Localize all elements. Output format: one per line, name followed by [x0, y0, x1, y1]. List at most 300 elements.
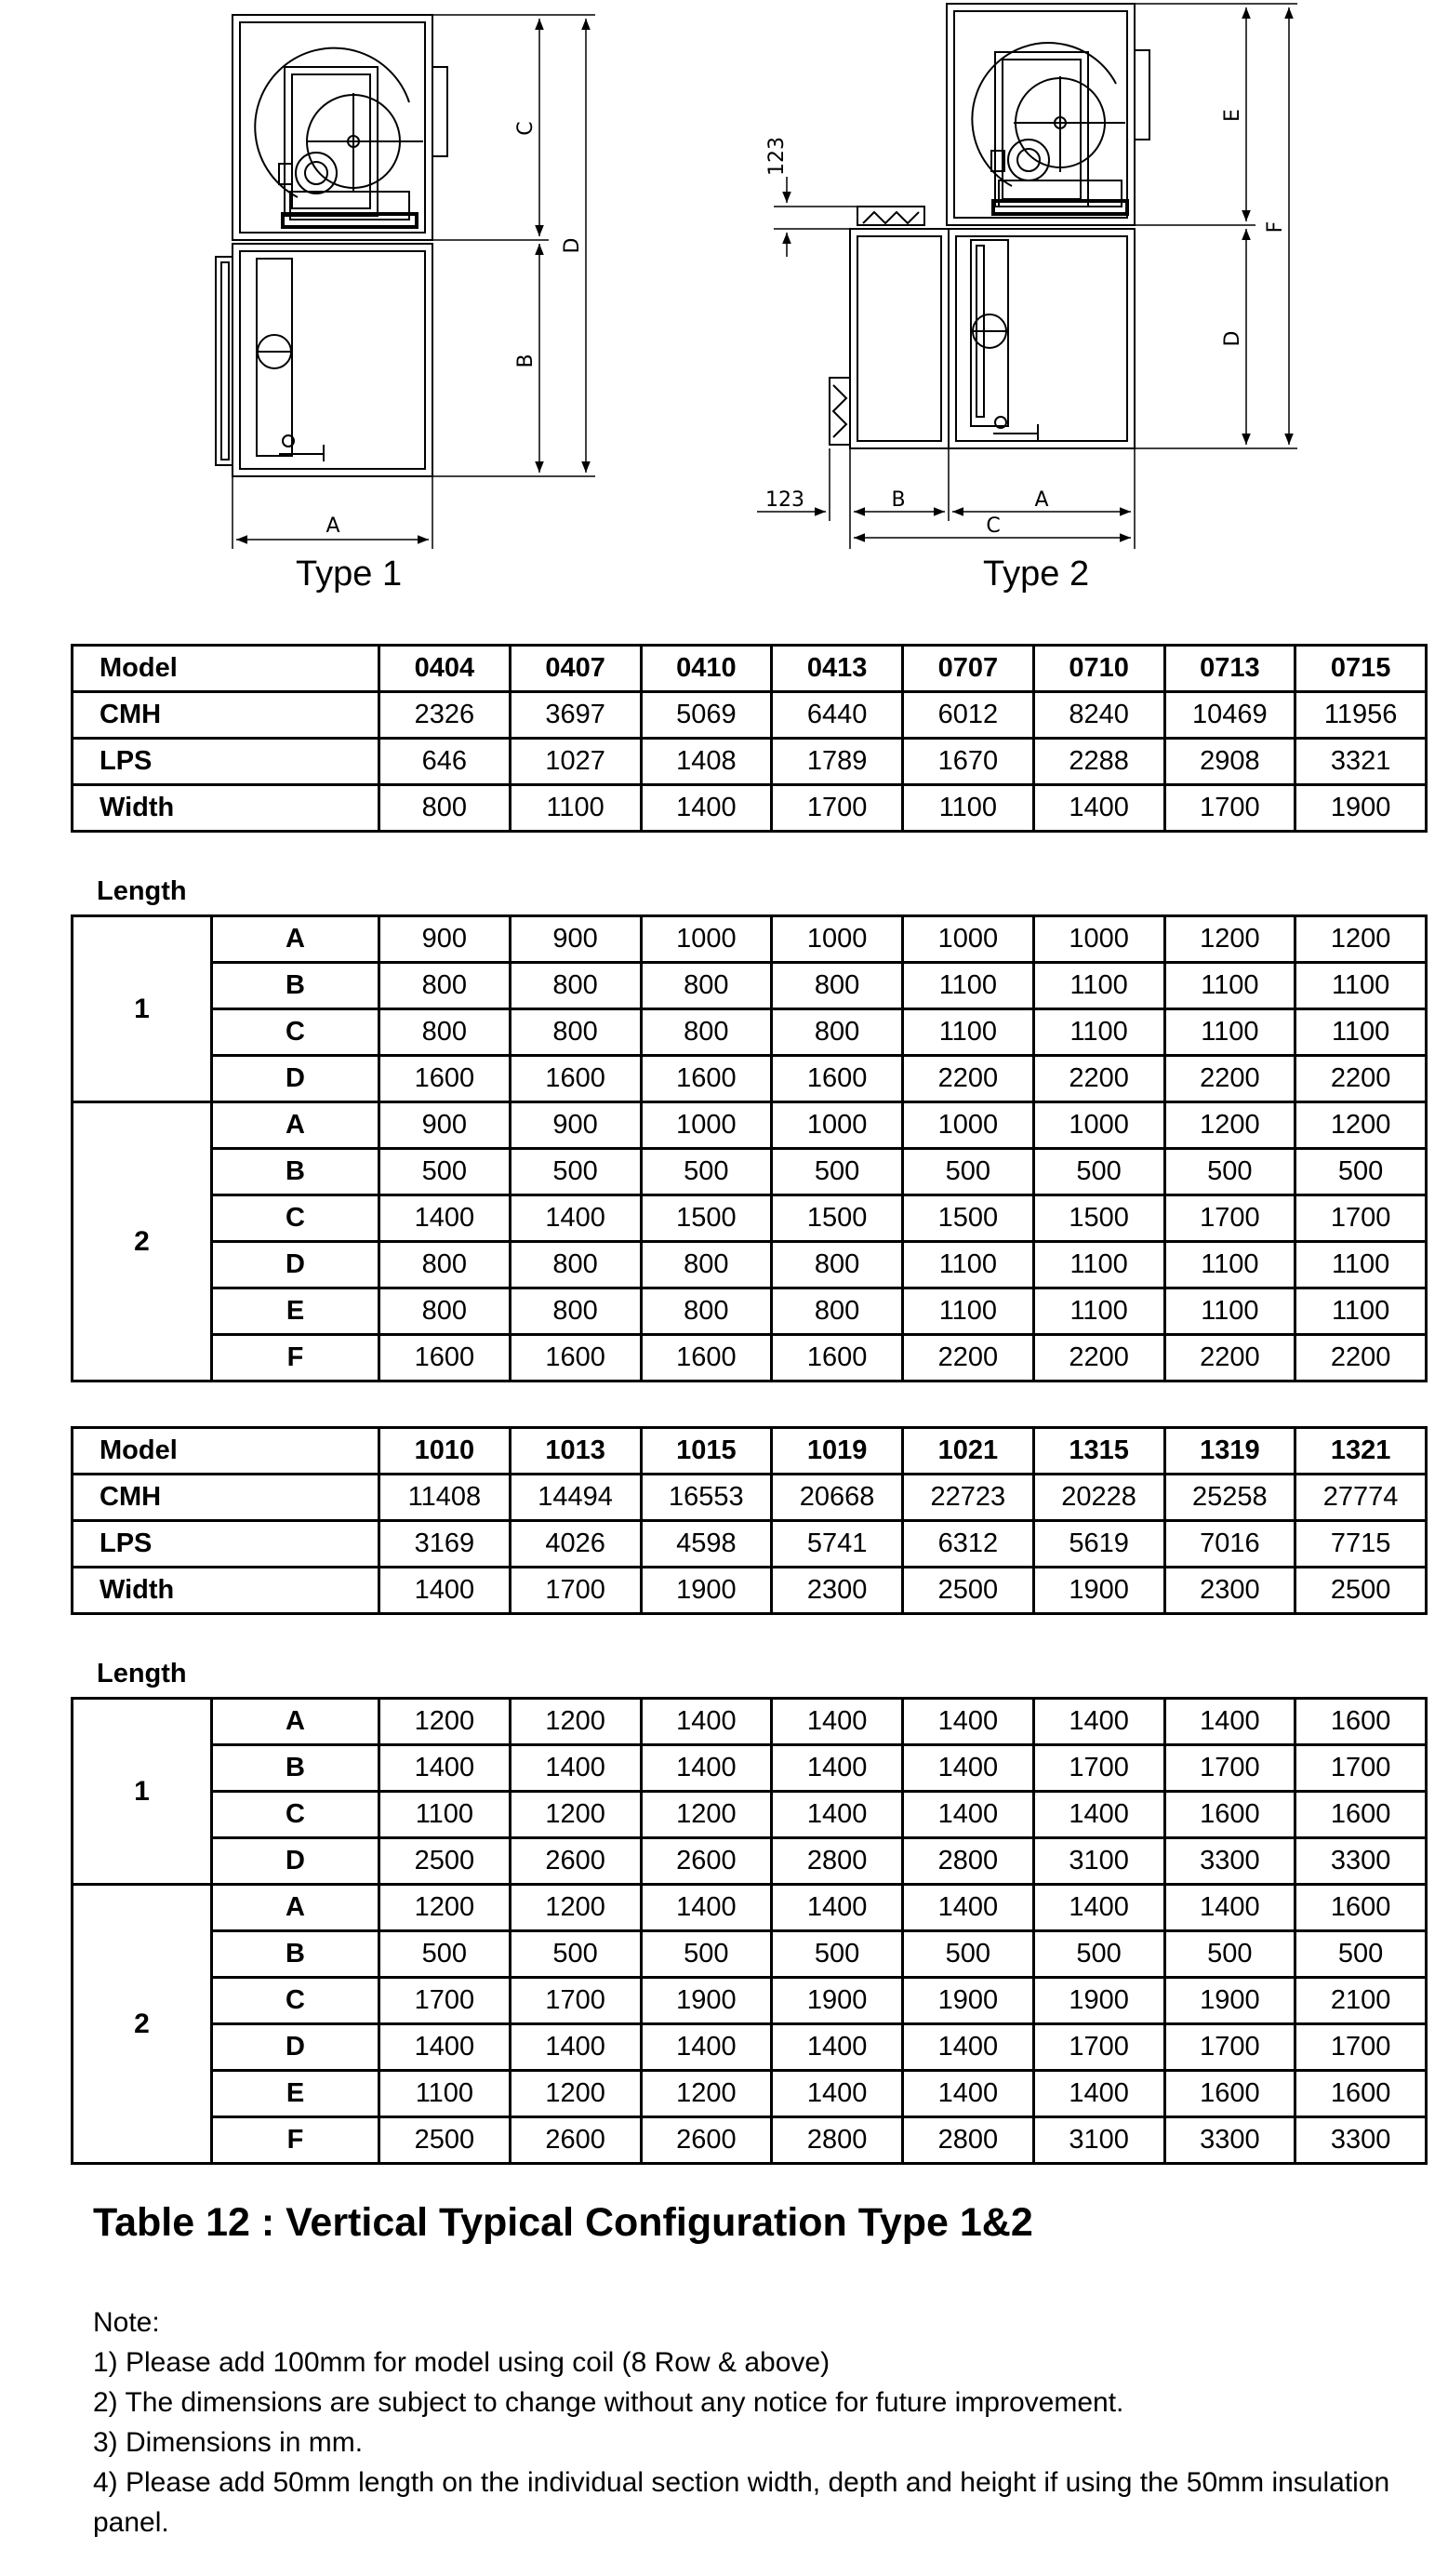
- table-row: [73, 1568, 1427, 1614]
- table-cell: 1200: [510, 1792, 641, 1838]
- table-cell: 1027: [510, 739, 641, 785]
- type-group-label: 1: [73, 916, 212, 1102]
- dimension-letter: C: [212, 1009, 379, 1056]
- dim-letter-type1-d: D: [561, 237, 584, 254]
- table-cell: 1400: [772, 2024, 903, 2071]
- table-row: [73, 1745, 1427, 1792]
- table-cell: 1000: [772, 1102, 903, 1149]
- dim-value-123-horizontal: 123: [765, 488, 804, 512]
- table-cell: 1600: [1164, 1792, 1295, 1838]
- table-cell: 1100: [1033, 1288, 1164, 1335]
- table-cell: 1100: [1164, 1009, 1295, 1056]
- table-cell: 1400: [641, 785, 772, 832]
- table-cell: 1400: [510, 1745, 641, 1792]
- table-cell: 2200: [903, 1056, 1034, 1102]
- dimension-letter: B: [212, 1149, 379, 1195]
- table-cell: 900: [379, 1102, 511, 1149]
- model-number: 1321: [1295, 1428, 1427, 1475]
- table-cell: 2600: [510, 2117, 641, 2164]
- table-cell: 1100: [903, 1009, 1034, 1056]
- type-group-label: 1: [73, 1699, 212, 1885]
- row-header: Model: [73, 646, 379, 692]
- dimension-letter: E: [212, 2071, 379, 2117]
- table-cell: 1400: [379, 1745, 511, 1792]
- table-cell: 2200: [1033, 1056, 1164, 1102]
- table-cell: 1700: [1033, 1745, 1164, 1792]
- table-cell: 1500: [903, 1195, 1034, 1242]
- table-cell: 10469: [1164, 692, 1295, 739]
- table-cell: 1400: [903, 1792, 1034, 1838]
- table-cell: 3300: [1295, 2117, 1427, 2164]
- table-cell: 1400: [903, 2071, 1034, 2117]
- model-number: 1013: [510, 1428, 641, 1475]
- table-cell: 1600: [641, 1335, 772, 1381]
- table-row: [73, 1475, 1427, 1521]
- table-cell: 3697: [510, 692, 641, 739]
- dimension-letter: A: [212, 916, 379, 963]
- table-cell: 1500: [641, 1195, 772, 1242]
- table-cell: 1100: [510, 785, 641, 832]
- table-cell: 14494: [510, 1475, 641, 1521]
- table-row: [73, 963, 1427, 1009]
- table-cell: 1400: [1033, 1792, 1164, 1838]
- table-cell: 2200: [903, 1335, 1034, 1381]
- model-number: 0710: [1033, 646, 1164, 692]
- dimension-letter: A: [212, 1885, 379, 1931]
- model-number: 0713: [1164, 646, 1295, 692]
- table-row: [73, 2117, 1427, 2164]
- table-row: [73, 1195, 1427, 1242]
- table-cell: 1400: [903, 1885, 1034, 1931]
- notes-heading: Note:: [93, 2307, 160, 2338]
- type1-label: Type 1: [296, 554, 403, 594]
- table-cell: 800: [379, 1288, 511, 1335]
- table-row: [73, 2071, 1427, 2117]
- table-cell: 1000: [903, 916, 1034, 963]
- table-cell: 1600: [1295, 1699, 1427, 1745]
- table-cell: 1400: [510, 1195, 641, 1242]
- type2-label: Type 2: [983, 554, 1090, 594]
- table-cell: 2800: [903, 1838, 1034, 1885]
- table-cell: 3300: [1295, 1838, 1427, 1885]
- table-cell: 1200: [510, 1699, 641, 1745]
- table-cell: 1000: [1033, 1102, 1164, 1149]
- table-cell: 1400: [379, 1568, 511, 1614]
- table-cell: 800: [379, 1009, 511, 1056]
- table-cell: 500: [772, 1149, 903, 1195]
- table-cell: 1200: [1164, 916, 1295, 963]
- model-number: 0404: [379, 646, 511, 692]
- model-table-1: [71, 644, 1428, 833]
- table-cell: 5741: [772, 1521, 903, 1568]
- notes-block: [93, 2302, 1414, 2543]
- table-cell: 27774: [1295, 1475, 1427, 1521]
- table-cell: 800: [510, 1009, 641, 1056]
- table-cell: 1000: [903, 1102, 1034, 1149]
- table-cell: 2200: [1164, 1335, 1295, 1381]
- table-cell: 1408: [641, 739, 772, 785]
- table-cell: 1600: [510, 1056, 641, 1102]
- table-cell: 2600: [510, 1838, 641, 1885]
- table-row: [73, 1428, 1427, 1475]
- table-cell: 1900: [772, 1978, 903, 2024]
- model-number: 0413: [772, 646, 903, 692]
- table-cell: 1400: [641, 2024, 772, 2071]
- table-cell: 16553: [641, 1475, 772, 1521]
- table-cell: 800: [641, 1009, 772, 1056]
- table-cell: 2500: [1295, 1568, 1427, 1614]
- table-cell: 500: [903, 1149, 1034, 1195]
- table-cell: 1400: [772, 1745, 903, 1792]
- table-cell: 1100: [1033, 1009, 1164, 1056]
- table-cell: 800: [510, 1242, 641, 1288]
- table-cell: 2300: [772, 1568, 903, 1614]
- table-cell: 1100: [1164, 1242, 1295, 1288]
- table-cell: 1400: [903, 2024, 1034, 2071]
- table-cell: 1000: [641, 916, 772, 963]
- table-cell: 6012: [903, 692, 1034, 739]
- table-row: [73, 1102, 1427, 1149]
- dim-letter-type2-f: F: [1264, 220, 1287, 234]
- table-cell: 1200: [379, 1885, 511, 1931]
- table-cell: 1100: [1033, 1242, 1164, 1288]
- dimension-letter: F: [212, 1335, 379, 1381]
- table-cell: 2600: [641, 2117, 772, 2164]
- table-cell: 1700: [379, 1978, 511, 2024]
- table-cell: 1100: [1295, 1288, 1427, 1335]
- length-label-2: Length: [97, 1659, 187, 1688]
- table-cell: 1100: [903, 785, 1034, 832]
- model-number: 0410: [641, 646, 772, 692]
- dimension-letter: C: [212, 1195, 379, 1242]
- table-cell: 7715: [1295, 1521, 1427, 1568]
- table-cell: 3300: [1164, 1838, 1295, 1885]
- table-row: [73, 1699, 1427, 1745]
- table-cell: 1400: [772, 1792, 903, 1838]
- type-group-label: 2: [73, 1885, 212, 2164]
- table-cell: 1100: [379, 2071, 511, 2117]
- table-cell: 1600: [772, 1056, 903, 1102]
- table-cell: 5069: [641, 692, 772, 739]
- table-cell: 3100: [1033, 2117, 1164, 2164]
- table-cell: 1400: [641, 1699, 772, 1745]
- table-cell: 6440: [772, 692, 903, 739]
- row-header: Width: [73, 785, 379, 832]
- model-number: 0707: [903, 646, 1034, 692]
- table-cell: 1200: [641, 1792, 772, 1838]
- table-cell: 1700: [1164, 1195, 1295, 1242]
- table-cell: 2200: [1295, 1056, 1427, 1102]
- table-cell: 25258: [1164, 1475, 1295, 1521]
- table-cell: 1900: [1295, 785, 1427, 832]
- dim-letter-type2-d: D: [1221, 330, 1244, 347]
- dim-letter-type2-e: E: [1221, 109, 1244, 122]
- table-cell: 500: [1295, 1149, 1427, 1195]
- table-cell: 646: [379, 739, 511, 785]
- table-cell: 1100: [903, 1288, 1034, 1335]
- table-cell: 1100: [379, 1792, 511, 1838]
- table-row: [73, 1931, 1427, 1978]
- table-cell: 800: [772, 1009, 903, 1056]
- table-cell: 500: [1295, 1931, 1427, 1978]
- table-cell: 1400: [1164, 1699, 1295, 1745]
- model-number: 1021: [903, 1428, 1034, 1475]
- table-cell: 1600: [1164, 2071, 1295, 2117]
- table-cell: 500: [510, 1931, 641, 1978]
- type-group-label: 2: [73, 1102, 212, 1381]
- table-cell: 800: [379, 785, 511, 832]
- table-cell: 3300: [1164, 2117, 1295, 2164]
- table-cell: 1400: [903, 1745, 1034, 1792]
- table-caption: Table 12 : Vertical Typical Configuration Type 1&2: [93, 2200, 1033, 2245]
- table-cell: 1670: [903, 739, 1034, 785]
- table-cell: 900: [379, 916, 511, 963]
- table-cell: 1900: [641, 1568, 772, 1614]
- table-cell: 1700: [1033, 2024, 1164, 2071]
- table-cell: 1200: [510, 1885, 641, 1931]
- note-item-1: 1) Please add 100mm for model using coil (8 Row & above): [93, 2347, 830, 2378]
- table-row: [73, 1056, 1427, 1102]
- row-header: Width: [73, 1568, 379, 1614]
- table-cell: 2800: [772, 1838, 903, 1885]
- table-cell: 500: [1164, 1931, 1295, 1978]
- table-cell: 1700: [1295, 1195, 1427, 1242]
- model-table-2: [71, 1426, 1428, 1615]
- table-cell: 2908: [1164, 739, 1295, 785]
- table-cell: 1400: [1033, 1699, 1164, 1745]
- table-cell: 500: [641, 1149, 772, 1195]
- table-cell: 500: [379, 1931, 511, 1978]
- table-cell: 2600: [641, 1838, 772, 1885]
- dimension-letter: D: [212, 1838, 379, 1885]
- table-cell: 1600: [772, 1335, 903, 1381]
- table-cell: 1900: [1164, 1978, 1295, 2024]
- table-cell: 1700: [1164, 1745, 1295, 1792]
- table-cell: 1600: [379, 1056, 511, 1102]
- table-cell: 1400: [641, 1745, 772, 1792]
- configuration-drawings: [0, 0, 1448, 623]
- row-header: CMH: [73, 1475, 379, 1521]
- table-cell: 11956: [1295, 692, 1427, 739]
- table-row: [73, 1149, 1427, 1195]
- table-cell: 3100: [1033, 1838, 1164, 1885]
- table-cell: 1400: [379, 2024, 511, 2071]
- dimension-letter: B: [212, 1745, 379, 1792]
- table-cell: 500: [1164, 1149, 1295, 1195]
- table-cell: 20668: [772, 1475, 903, 1521]
- table-cell: 1700: [1295, 1745, 1427, 1792]
- dimension-letter: C: [212, 1792, 379, 1838]
- table-cell: 800: [379, 1242, 511, 1288]
- row-header: LPS: [73, 739, 379, 785]
- table-row: [73, 2024, 1427, 2071]
- model-number: 0407: [510, 646, 641, 692]
- table-cell: 1500: [772, 1195, 903, 1242]
- table-cell: 800: [772, 1242, 903, 1288]
- table-cell: 2800: [772, 2117, 903, 2164]
- row-header: Model: [73, 1428, 379, 1475]
- table-cell: 1400: [1164, 1885, 1295, 1931]
- table-cell: 1200: [1295, 916, 1427, 963]
- table-cell: 1200: [1164, 1102, 1295, 1149]
- table-cell: 1900: [1033, 1978, 1164, 2024]
- table-cell: 2288: [1033, 739, 1164, 785]
- model-number: 1010: [379, 1428, 511, 1475]
- row-header: CMH: [73, 692, 379, 739]
- row-header: LPS: [73, 1521, 379, 1568]
- table-cell: 1700: [1164, 785, 1295, 832]
- length-table-2: [71, 1697, 1428, 2165]
- table-cell: 1900: [903, 1978, 1034, 2024]
- table-row: [73, 1288, 1427, 1335]
- table-cell: 500: [772, 1931, 903, 1978]
- type2-drawing: [757, 4, 1297, 549]
- dimension-letter: B: [212, 1931, 379, 1978]
- table-row: [73, 1009, 1427, 1056]
- table-cell: 800: [510, 1288, 641, 1335]
- table-cell: 2326: [379, 692, 511, 739]
- dimension-letter: D: [212, 1242, 379, 1288]
- model-number: 1319: [1164, 1428, 1295, 1475]
- table-cell: 1000: [772, 916, 903, 963]
- table-cell: 1900: [1033, 1568, 1164, 1614]
- dim-letter-type2-b: B: [891, 488, 906, 512]
- table-cell: 1200: [379, 1699, 511, 1745]
- table-cell: 1400: [1033, 1885, 1164, 1931]
- table-cell: 800: [510, 963, 641, 1009]
- table-cell: 1789: [772, 739, 903, 785]
- note-item-3: 3) Dimensions in mm.: [93, 2427, 364, 2458]
- table-cell: 500: [1033, 1931, 1164, 1978]
- table-cell: 3321: [1295, 739, 1427, 785]
- table-cell: 1100: [1164, 1288, 1295, 1335]
- table-row: [73, 692, 1427, 739]
- dimension-letter: D: [212, 1056, 379, 1102]
- table-row: [73, 739, 1427, 785]
- table-cell: 1400: [772, 1885, 903, 1931]
- dim-letter-type1-a: A: [325, 514, 340, 538]
- table-cell: 500: [1033, 1149, 1164, 1195]
- dim-letter-type2-a: A: [1034, 488, 1049, 512]
- table-row: [73, 1242, 1427, 1288]
- table-cell: 2200: [1295, 1335, 1427, 1381]
- table-cell: 2500: [903, 1568, 1034, 1614]
- model-number: 1015: [641, 1428, 772, 1475]
- table-cell: 11408: [379, 1475, 511, 1521]
- dimension-letter: A: [212, 1699, 379, 1745]
- table-cell: 500: [641, 1931, 772, 1978]
- table-cell: 1100: [903, 1242, 1034, 1288]
- note-item-2: 2) The dimensions are subject to change without any notice for future improvement.: [93, 2387, 1124, 2418]
- dimension-letter: E: [212, 1288, 379, 1335]
- table-cell: 22723: [903, 1475, 1034, 1521]
- table-cell: 1600: [1295, 1885, 1427, 1931]
- table-cell: 2200: [1033, 1335, 1164, 1381]
- table-cell: 2500: [379, 1838, 511, 1885]
- table-cell: 1400: [1033, 785, 1164, 832]
- table-cell: 1200: [1295, 1102, 1427, 1149]
- table-cell: 1100: [1164, 963, 1295, 1009]
- table-cell: 1400: [641, 1885, 772, 1931]
- table-cell: 4598: [641, 1521, 772, 1568]
- model-number: 0715: [1295, 646, 1427, 692]
- type1-drawing: [216, 15, 595, 549]
- table-row: [73, 785, 1427, 832]
- table-row: [73, 1521, 1427, 1568]
- table-cell: 1700: [510, 1978, 641, 2024]
- table-cell: 900: [510, 916, 641, 963]
- table-cell: 1400: [1033, 2071, 1164, 2117]
- table-cell: 800: [641, 1242, 772, 1288]
- table-cell: 4026: [510, 1521, 641, 1568]
- dimension-letter: C: [212, 1978, 379, 2024]
- table-cell: 1100: [903, 963, 1034, 1009]
- table-cell: 2500: [379, 2117, 511, 2164]
- table-cell: 1400: [903, 1699, 1034, 1745]
- dim-value-123-vertical: 123: [765, 137, 789, 176]
- dimension-letter: B: [212, 963, 379, 1009]
- table-cell: 8240: [1033, 692, 1164, 739]
- table-cell: 2800: [903, 2117, 1034, 2164]
- table-cell: 1700: [510, 1568, 641, 1614]
- length-label-1: Length: [97, 876, 187, 906]
- dimension-letter: D: [212, 2024, 379, 2071]
- model-number: 1315: [1033, 1428, 1164, 1475]
- table-cell: 1100: [1033, 963, 1164, 1009]
- table-cell: 2200: [1164, 1056, 1295, 1102]
- table-cell: 1400: [772, 1699, 903, 1745]
- table-cell: 2300: [1164, 1568, 1295, 1614]
- table-cell: 1600: [510, 1335, 641, 1381]
- table-cell: 7016: [1164, 1521, 1295, 1568]
- table-row: [73, 1978, 1427, 2024]
- table-cell: 5619: [1033, 1521, 1164, 1568]
- length-table-1: [71, 914, 1428, 1382]
- table-cell: 1400: [379, 1195, 511, 1242]
- table-cell: 500: [903, 1931, 1034, 1978]
- table-cell: 1100: [1295, 1009, 1427, 1056]
- table-cell: 800: [641, 1288, 772, 1335]
- table-cell: 800: [772, 1288, 903, 1335]
- table-cell: 800: [379, 963, 511, 1009]
- table-cell: 800: [772, 963, 903, 1009]
- table-cell: 500: [379, 1149, 511, 1195]
- table-cell: 1900: [641, 1978, 772, 2024]
- table-cell: 1200: [641, 2071, 772, 2117]
- table-row: [73, 1838, 1427, 1885]
- table-cell: 1600: [379, 1335, 511, 1381]
- table-row: [73, 1792, 1427, 1838]
- table-cell: 800: [641, 963, 772, 1009]
- table-cell: 900: [510, 1102, 641, 1149]
- model-number: 1019: [772, 1428, 903, 1475]
- table-cell: 1700: [772, 785, 903, 832]
- table-cell: 1700: [1164, 2024, 1295, 2071]
- table-cell: 1600: [1295, 2071, 1427, 2117]
- table-cell: 1400: [510, 2024, 641, 2071]
- table-row: [73, 1335, 1427, 1381]
- table-cell: 1000: [1033, 916, 1164, 963]
- table-cell: 1600: [1295, 1792, 1427, 1838]
- table-cell: 1400: [772, 2071, 903, 2117]
- table-row: [73, 916, 1427, 963]
- table-cell: 500: [510, 1149, 641, 1195]
- table-cell: 6312: [903, 1521, 1034, 1568]
- table-cell: 3169: [379, 1521, 511, 1568]
- table-cell: 1200: [510, 2071, 641, 2117]
- dimension-letter: A: [212, 1102, 379, 1149]
- table-cell: 1700: [1295, 2024, 1427, 2071]
